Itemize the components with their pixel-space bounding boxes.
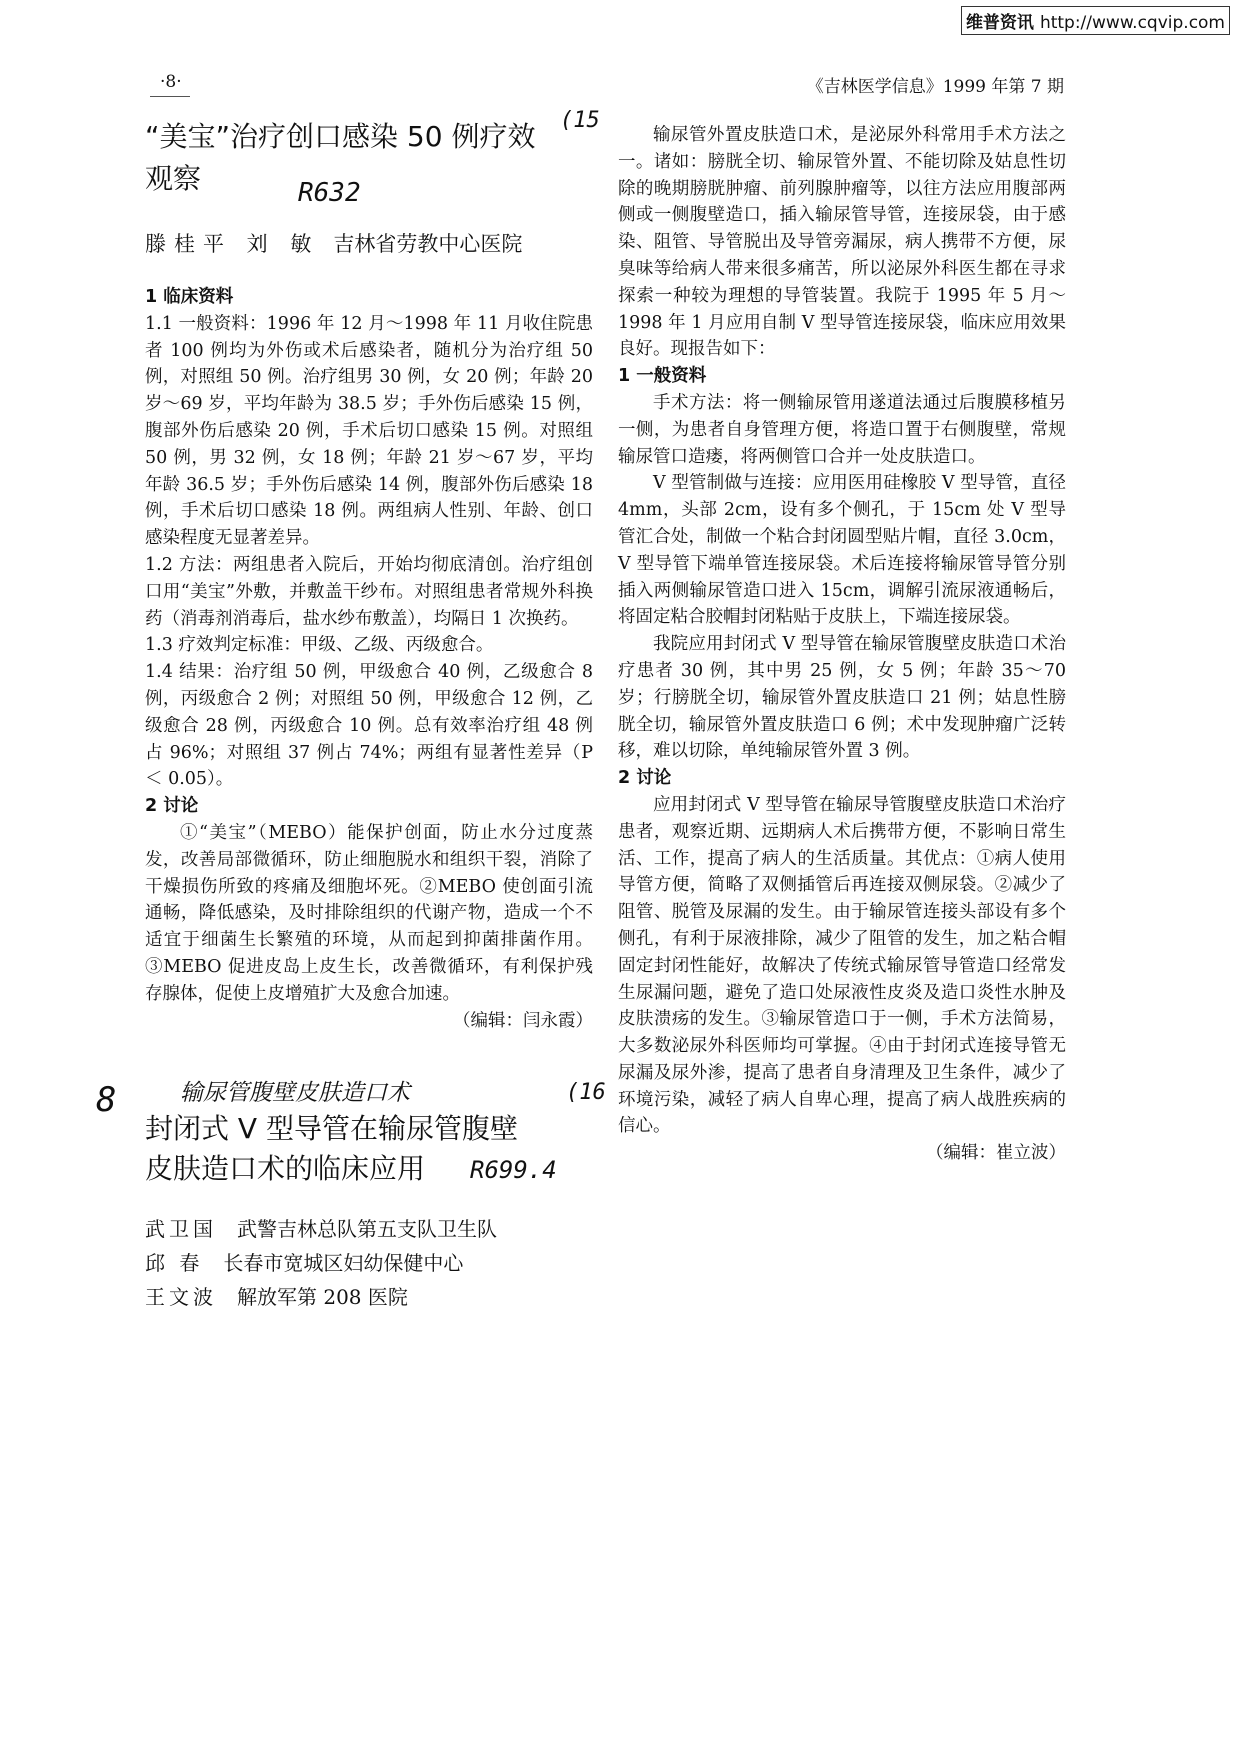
article1-discussion: ①“美宝”（MEBO）能保护创面，防止水分过度蒸发，改善局部微循环，防止细胞脱水和组织干裂，消除了干燥损伤所致的疼痛及细胞坏死。②MEBO 使创面引流通畅，降低感染，及时排除组织的代谢产物，造成一个不适宜于细菌生长繁殖的环境，从而起到抑菌排菌作用。③MEBO 促进皮岛上皮生长，改善微循环，有利保护残存腺体，促使上皮增殖扩大及愈合加速。 (145, 822, 593, 1004)
article2-title-line1: 封闭式 V 型导管在输尿管腹壁 (145, 1112, 518, 1145)
article2-section2-heading: 2 讨论 (618, 768, 672, 789)
journal-header: 《吉林医学信息》1999 年第 7 期 (806, 77, 1064, 97)
article2-vtube: V 型管制做与连接：应用医用硅橡胶 V 型导管，直径 4mm，头部 2cm，设有多个侧孔，于 15cm 处 V 型导管汇合处，制做一个粘合封闭圆型贴片帽，直径 3.0cm，V 型导管下端单管连接尿袋。术后连接将输尿管导管分别插入两侧输尿管造口进入 15cm，调解引流尿液通畅后，将固定粘合胶帽封闭粘贴于皮肤上，下端连接尿袋。 (618, 473, 1066, 628)
article1-authors: 滕桂平 刘 敏 (145, 232, 320, 256)
article1-body (145, 284, 593, 1034)
article2-handwritten-code: R699.4 (470, 1156, 557, 1184)
article2-editor: （编辑：崔立波） (926, 1143, 1066, 1164)
article1-para-1-1: 1.1 一般资料：1996 年 12 月～1998 年 11 月收住院患者 100 例均为外伤或术后感染者，随机分为治疗组 50 例，对照组 50 例。治疗组男 30 例，女 20 例；年龄 20 岁～69 岁，平均年龄为 38.5 岁；手外伤后感染 15 例，腹部外伤后感染 20 例，手术后切口感染 15 例。对照组 50 例，男 32 例，女 18 例；年龄 21 岁～67 岁，平均年龄 36.5 岁；手外伤后感染 14 例，腹部外伤后感染 18 例，手术后切口感染 18 例。两组病人性别、年龄、创口感染程度无显著差异。 (145, 313, 593, 549)
watermark-site-name: 维普资讯 (965, 13, 1034, 33)
article1-para-1-4: 1.4 结果：治疗组 50 例，甲级愈合 40 例，乙级愈合 8 例，丙级愈合 2 例；对照组 50 例，甲级愈合 12 例，乙级愈合 28 例，丙级愈合 10 例。总有效率治疗组 48 例占 96%；对照组 37 例占 74%；两组有显著性差异（P ＜ 0.05）。 (145, 662, 593, 790)
article1-title-line1: “美宝”治疗创口感染 50 例疗效 (145, 120, 536, 153)
article2-author-row: 邱 春 长春市宽城区妇幼保健中心 (145, 1251, 464, 1275)
article1-byline (145, 228, 522, 258)
watermark (961, 6, 1230, 35)
page-number: ·8· (160, 72, 182, 92)
article2-author-row: 武卫国 武警吉林总队第五支队卫生队 (145, 1217, 497, 1241)
article1-section1-heading: 1 临床资料 (145, 287, 234, 307)
article1-handwritten-mark: (15 (560, 108, 600, 133)
watermark-url[interactable]: http://www.cqvip.com (1039, 13, 1225, 33)
article1-handwritten-code: R632 (298, 178, 361, 208)
article1-section2-heading: 2 讨论 (145, 796, 199, 817)
article1-affiliation: 吉林省劳教中心医院 (333, 232, 523, 256)
article2-section1-heading: 1 一般资料 (618, 366, 707, 387)
article2-handwritten-mark: (16 (566, 1080, 606, 1105)
article1-title-line2: 观察 (145, 162, 202, 195)
article2-author-list (145, 1212, 497, 1314)
article2-title-line2: 皮肤造口术的临床应用 (145, 1152, 426, 1185)
article2-cases: 我院应用封闭式 V 型导管在输尿管腹壁皮肤造口术治疗患者 30 例，其中男 25 例，女 5 例；年龄 35～70 岁；行膀胱全切，输尿管外置皮肤造口 21 例；姑息性膀胱全切，输尿管外置皮肤造口 6 例；术中发现肿瘤广泛转移，难以切除，单纯输尿管外置 3 例。 (618, 634, 1066, 762)
article1-para-1-3: 1.3 疗效判定标准：甲级、乙级、丙级愈合。 (145, 635, 494, 656)
article2-author-row: 王文波 解放军第 208 医院 (145, 1285, 408, 1309)
article1-editor: （编辑：闫永霞） (453, 1010, 593, 1031)
article2-handwritten-annotation: 输尿管腹壁皮肤造口术 (180, 1080, 410, 1106)
article2-surgical-method: 手术方法：将一侧输尿管用遂道法通过后腹膜移植另一侧，为患者自身管理方便，将造口置于右侧腹壁，常规输尿管口造瘘，将两侧管口合并一处皮肤造口。 (618, 392, 1066, 467)
article2-discussion: 应用封闭式 V 型导管在输尿导管腹壁皮肤造口术治疗患者，观察近期、远期病人术后携带方便，不影响日常生活、工作，提高了病人的生活质量。其优点：①病人使用导管方便，简略了双侧插管后再连接双侧尿袋。②减少了阻管、脱管及尿漏的发生。由于输尿管连接头部设有多个侧孔，有利于尿液排除，减少了阻管的发生，加之粘合帽固定封闭性能好，故解决了传统式输尿管导管造口经常发生尿漏问题，避免了造口处尿液性皮炎及造口炎性水肿及皮肤溃疡的发生。③输尿管造口于一侧，手术方法简易，大多数泌尿外科医师均可掌握。④由于封闭式连接导管无尿漏及尿外渗，提高了患者自身清理及卫生条件，减少了环境污染，减轻了病人自卑心理，提高了病人战胜疾病的信心。 (618, 794, 1066, 1137)
article1-para-1-2: 1.2 方法：两组患者入院后，开始均彻底清创。治疗组创口用“美宝”外敷，并敷盖干纱布。对照组患者常规外科换药（消毒剂消毒后，盐水纱布敷盖），均隔日 1 次换药。 (145, 554, 593, 629)
article2-intro: 输尿管外置皮肤造口术，是泌尿外科常用手术方法之一。诸如：膀胱全切、输尿管外置、不能切除及姑息性切除的晚期膀胱肿瘤、前列腺肿瘤等，以往方法应用腹部两侧或一侧腹壁造口，插入输尿管导管，连接尿袋，由于感染、阻管、导管脱出及导管旁漏尿，病人携带不方便，尿臭味等给病人带来很多痛苦，所以泌尿外科医生都在寻求探索一种较为理想的导管装置。我院于 1995 年 5 月～1998 年 1 月应用自制 V 型导管连接尿袋，临床应用效果良好。现报告如下： (618, 125, 1066, 360)
article2-handwritten-number: 8 (96, 1080, 117, 1120)
article2-body (618, 122, 1066, 1167)
header-rule (150, 96, 190, 97)
